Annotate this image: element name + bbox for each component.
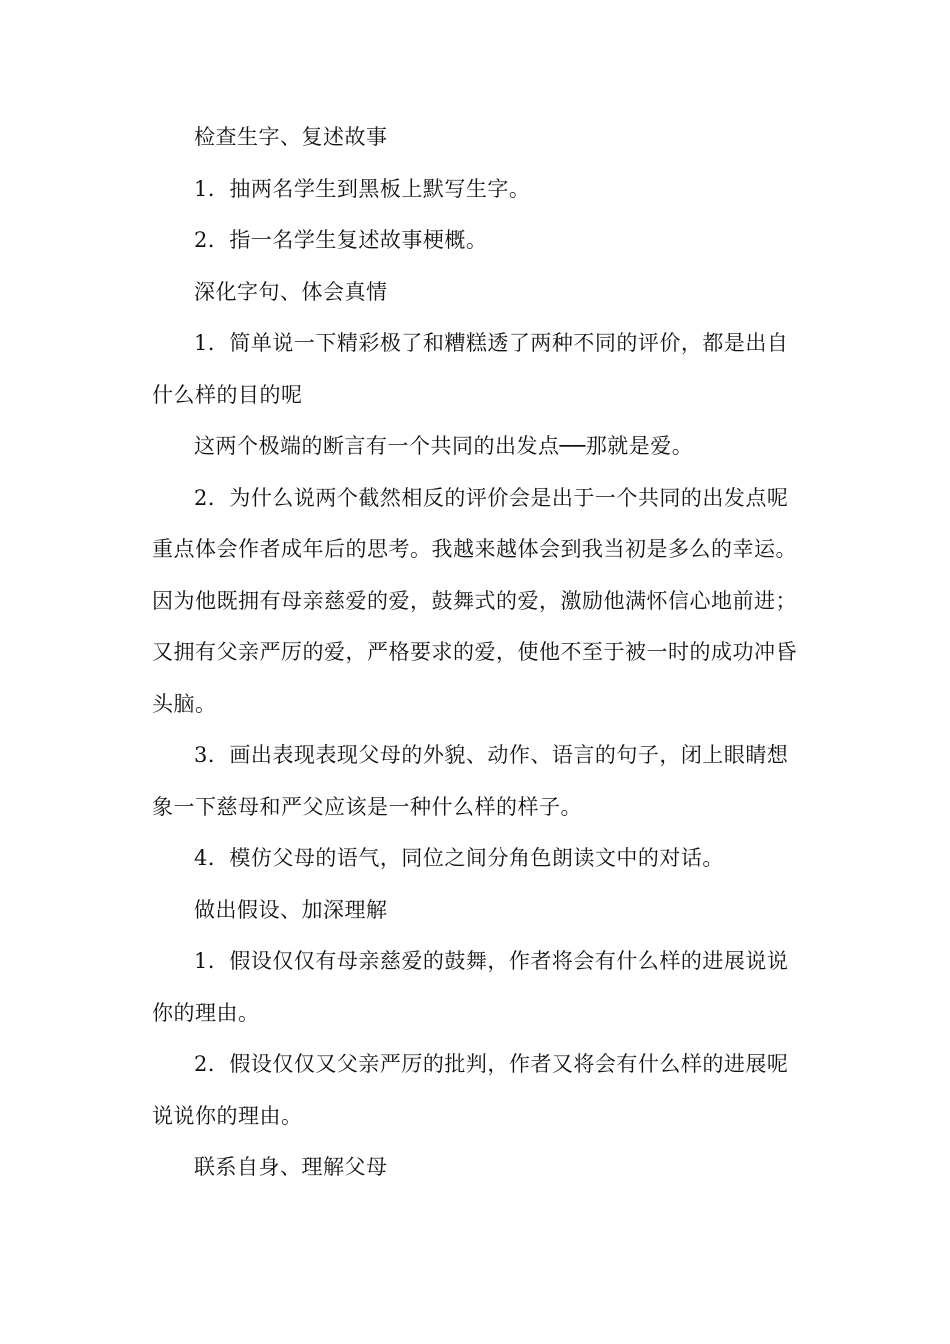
- step-paragraph: 2．为什么说两个截然相反的评价会是出于一个共同的出发点呢重点体会作者成年后的思考。我越来越体会到我当初是多么的幸运。因为他既拥有母亲慈爱的爱，鼓舞式的爱，激励他满怀信心地前进；又拥有父亲严厉的爱，严格要求的爱，使他不至于被一时的成功冲昏头脑。: [152, 485, 797, 716]
- step-paragraph: 1．抽两名学生到黑板上默写生字。: [194, 176, 531, 201]
- step-paragraph: 4．模仿父母的语气，同位之间分角色朗读文中的对话。: [194, 846, 724, 870]
- body-paragraph: 这两个极端的断言有一个共同的出发点──那就是爱。: [194, 434, 694, 458]
- step-paragraph: 2．假设仅仅又父亲严厉的批判，作者又将会有什么样的进展呢说说你的理由。: [152, 1052, 789, 1128]
- section-heading-check-characters: 检查生字、复述故事: [194, 125, 388, 149]
- step-paragraph: 3．画出表现表现父母的外貌、动作、语言的句子，闭上眼睛想象一下慈母和严父应该是一种什么样的样子。: [152, 743, 789, 819]
- step-paragraph: 1．简单说一下精彩极了和糟糕透了两种不同的评价，都是出自什么样的目的呢: [152, 331, 789, 407]
- section-heading-deepen-understanding: 深化字句、体会真情: [194, 279, 388, 304]
- document-body: [152, 112, 800, 1194]
- section-heading-connect-self: 联系自身、理解父母: [194, 1155, 388, 1179]
- step-paragraph: 2．指一名学生复述故事梗概。: [194, 228, 488, 252]
- step-paragraph: 1．假设仅仅有母亲慈爱的鼓舞，作者将会有什么样的进展说说你的理由。: [152, 949, 789, 1025]
- section-heading-make-assumptions: 做出假设、加深理解: [194, 897, 388, 922]
